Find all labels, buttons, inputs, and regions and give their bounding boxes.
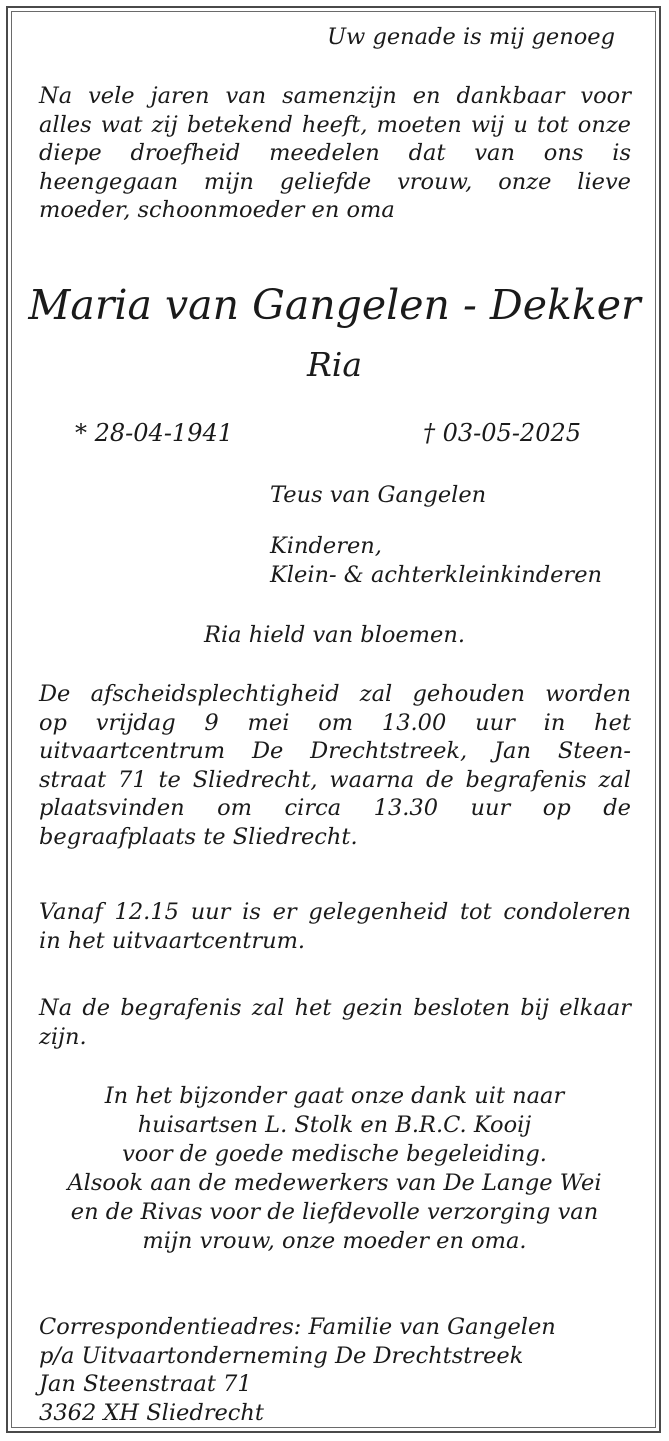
- intro-line: moeder, schoonmoeder en oma: [39, 197, 395, 223]
- thanks-line: In het bijzonder gaat onze dank uit naar: [104, 1083, 565, 1109]
- intro-line: alles wat zij betekend heeft, moeten wij u tot onze: [39, 111, 631, 138]
- correspondence-address: [39, 1313, 556, 1427]
- ceremony-line: De afscheidsplechtigheid zal gehouden worden: [39, 681, 631, 707]
- birth-date: * 28-04-1941: [75, 419, 234, 447]
- ceremony-line: begraafplaats te Sliedrecht.: [39, 823, 358, 850]
- thanks-paragraph: [0, 1082, 669, 1256]
- spouse-name: Teus van Gangelen: [270, 482, 487, 508]
- ceremony-line: straat 71 te Sliedrecht, waarna de begrafenis zal: [39, 766, 631, 793]
- children-label: Kinderen,: [270, 533, 382, 559]
- address-line: p/a Uitvaartonderneming De Drechtstreek: [39, 1342, 524, 1369]
- ceremony-line: op vrijdag 9 mei om 13.00 uur in het: [39, 709, 631, 736]
- flowers-note: Ria hield van bloemen.: [204, 622, 465, 648]
- ceremony-line: plaatsvinden om circa 13.30 uur op de: [39, 795, 631, 821]
- ceremony-paragraph: [39, 680, 631, 851]
- address-line: Jan Steenstraat 71: [39, 1371, 252, 1397]
- intro-paragraph: [39, 82, 631, 225]
- intro-line: diepe droefheid meedelen dat van ons is: [39, 140, 631, 166]
- death-date: † 03-05-2025: [423, 419, 582, 447]
- deceased-full-name: Maria van Gangelen - Dekker: [28, 281, 641, 329]
- after-funeral-line: Na de begrafenis zal het gezin besloten bij elkaar: [39, 995, 631, 1021]
- address-line: Correspondentieadres: Familie van Gangelen: [39, 1314, 556, 1340]
- motto: Uw genade is mij genoeg: [327, 24, 615, 50]
- deceased-nickname: Ria: [306, 345, 363, 384]
- thanks-line: voor de goede medische begeleiding.: [122, 1141, 547, 1167]
- ceremony-line: uitvaartcentrum De Drechtstreek, Jan Steen-: [39, 738, 631, 764]
- condolence-line: in het uitvaartcentrum.: [39, 927, 306, 954]
- thanks-line: huisartsen L. Stolk en B.R.C. Kooij: [137, 1112, 532, 1138]
- grandchildren-label: Klein- & achterkleinkinderen: [270, 562, 602, 588]
- intro-line: heengegaan mijn geliefde vrouw, onze lieve: [39, 168, 631, 195]
- condolence-paragraph: [39, 898, 631, 955]
- condolence-line: Vanaf 12.15 uur is er gelegenheid tot condoleren: [39, 899, 631, 925]
- thanks-line: en de Rivas voor de liefdevolle verzorging van: [70, 1199, 599, 1225]
- thanks-line: Alsook aan de medewerkers van De Lange Wei: [67, 1170, 602, 1196]
- thanks-line: mijn vrouw, onze moeder en oma.: [142, 1228, 527, 1254]
- address-line: 3362 XH Sliedrecht: [39, 1399, 264, 1426]
- intro-line: Na vele jaren van samenzijn en dankbaar voor: [39, 83, 631, 109]
- after-funeral-paragraph: [39, 994, 631, 1051]
- after-funeral-line: zijn.: [39, 1023, 87, 1050]
